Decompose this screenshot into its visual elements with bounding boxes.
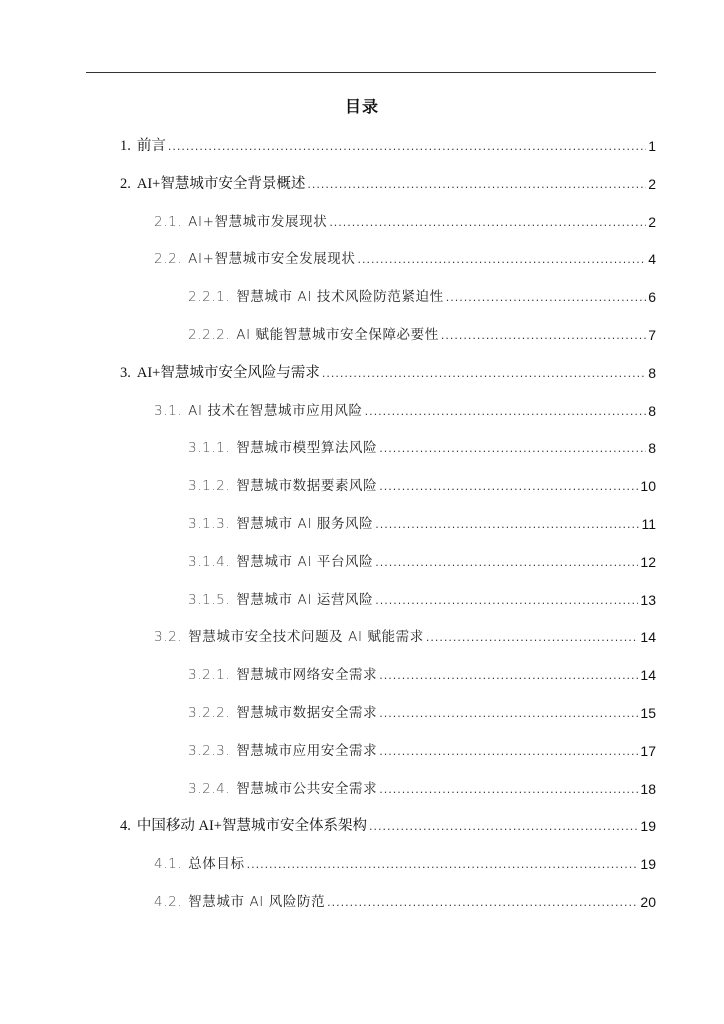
toc-entry[interactable] (154, 624, 656, 646)
toc-entry-page: 17 (640, 742, 656, 759)
toc-entry-page: 20 (640, 894, 656, 910)
dot-leader (369, 821, 638, 832)
toc-entry[interactable] (188, 284, 656, 306)
toc-entry-text: AI 赋能智慧城市安全保障必要性 (236, 327, 439, 343)
toc-entry-page: 15 (640, 705, 656, 721)
toc-entry-text: AI+智慧城市发展现状 (188, 213, 328, 230)
toc-entry-page: 13 (640, 591, 656, 608)
toc-entry-number: 2.2. (154, 251, 183, 268)
toc-entry-page: 1 (648, 138, 656, 154)
toc-entry-page: 6 (648, 289, 656, 306)
toc-entry-label (154, 893, 325, 911)
dot-leader (379, 670, 638, 681)
toc-entry-text: 中国移动 AI+智慧城市安全体系架构 (136, 818, 367, 835)
dot-leader (375, 557, 638, 568)
toc-entry[interactable] (120, 171, 656, 193)
toc-entry[interactable] (188, 511, 656, 533)
toc-entry-number: 3.1.4. (188, 553, 231, 570)
dot-leader (168, 141, 646, 152)
toc-entry-number: 3.2.3. (188, 742, 231, 759)
dot-leader (358, 254, 647, 265)
toc-entry-page: 8 (648, 402, 656, 419)
toc-entry-number: 2. (120, 175, 131, 192)
toc-entry-page: 19 (640, 856, 656, 873)
toc-entry-label (188, 326, 439, 344)
toc-entry-number: 3.1.2. (188, 478, 231, 495)
toc-entry-text: 智慧城市数据要素风险 (236, 478, 378, 495)
toc-entry-text: 智慧城市模型算法风险 (236, 440, 378, 457)
toc-entry[interactable] (188, 662, 656, 684)
toc-entry-number: 3.1.3. (188, 516, 231, 532)
toc-entry-label (188, 591, 373, 609)
dot-leader (441, 330, 646, 341)
toc-entry[interactable] (188, 738, 656, 760)
toc-entry-number: 4.1. (154, 856, 183, 873)
toc-entry-label (154, 855, 245, 873)
dot-leader (307, 179, 646, 190)
dot-leader (322, 368, 646, 379)
toc-entry[interactable] (188, 473, 656, 495)
toc-entry-page: 11 (641, 516, 656, 532)
toc-entry-text: 智慧城市安全技术问题及 AI 赋能需求 (188, 629, 424, 646)
toc-entry-number: 3. (120, 364, 131, 381)
toc-entry-number: 2.1. (154, 213, 183, 230)
toc-entry-page: 12 (640, 553, 656, 570)
toc-entry-page: 18 (640, 780, 656, 797)
toc-entry[interactable] (120, 360, 656, 382)
dot-leader (446, 292, 646, 303)
dot-leader (379, 784, 638, 795)
toc-entry-page: 4 (648, 251, 656, 268)
toc-entry-label (188, 553, 373, 571)
toc-entry-text: 前言 (136, 138, 166, 154)
toc-entry-label (154, 213, 327, 231)
dot-leader (375, 519, 639, 530)
toc-entry-label (154, 250, 356, 268)
toc-entry-label (188, 780, 377, 798)
toc-entry-label (188, 666, 377, 684)
toc-entry-label (154, 402, 363, 420)
toc-entry-page: 14 (640, 667, 656, 684)
toc-entry[interactable] (120, 813, 656, 835)
toc-entry-text: 智慧城市应用安全需求 (236, 742, 378, 759)
toc-entry-label (188, 704, 377, 722)
toc-entry-page: 19 (640, 818, 656, 835)
toc-entry[interactable] (188, 587, 656, 609)
toc-entry-text: 智慧城市 AI 服务风险 (236, 516, 374, 532)
dot-leader (379, 481, 638, 492)
toc-entry-number: 3.2. (154, 629, 183, 646)
toc-entry-label (188, 439, 377, 457)
toc-entry[interactable] (188, 322, 656, 344)
dot-leader (365, 406, 647, 417)
toc-entry-number: 2.2.1. (188, 289, 231, 306)
toc-entry-text: 智慧城市网络安全需求 (236, 667, 378, 684)
toc-entry-number: 1. (120, 138, 131, 154)
toc-entry[interactable] (154, 209, 656, 231)
toc-entry-number: 3.2.4. (188, 780, 231, 797)
toc-entry[interactable] (154, 246, 656, 268)
toc-entry-text: 智慧城市 AI 平台风险 (236, 553, 374, 570)
toc-entry-label (188, 288, 444, 306)
toc-entry-label (188, 742, 377, 760)
dot-leader (379, 708, 638, 719)
toc-entry-text: 智慧城市 AI 运营风险 (236, 591, 374, 608)
toc-entry-number: 3.1. (154, 402, 183, 419)
toc-entry-page: 2 (648, 175, 656, 192)
dot-leader (426, 632, 639, 643)
toc-entry-page: 10 (640, 478, 656, 495)
toc-entry-number: 3.2.1. (188, 667, 231, 684)
toc-entry[interactable] (120, 133, 656, 155)
toc-entry-label (120, 137, 166, 155)
toc-entry-text: AI+智慧城市安全风险与需求 (136, 364, 320, 381)
dot-leader (329, 217, 646, 228)
dot-leader (379, 746, 638, 757)
toc-entry[interactable] (188, 549, 656, 571)
dot-leader (327, 897, 638, 908)
toc-entry[interactable] (154, 851, 656, 873)
dot-leader (375, 595, 638, 606)
toc-entry-text: 智慧城市 AI 技术风险防范紧迫性 (236, 289, 444, 306)
toc-entry-text: AI+智慧城市安全发展现状 (188, 251, 356, 268)
toc-entry-label (188, 515, 373, 533)
toc-entry-label (188, 477, 377, 495)
toc-entry-number: 3.1.5. (188, 591, 231, 608)
toc-entry[interactable] (154, 889, 656, 911)
toc-entry-label (120, 175, 305, 193)
toc-entry-text: AI 技术在智慧城市应用风险 (188, 402, 363, 419)
toc-entry-text: 智慧城市数据安全需求 (236, 705, 378, 721)
toc-entry-text: AI+智慧城市安全背景概述 (136, 175, 306, 192)
toc-entry[interactable] (154, 398, 656, 420)
toc-entry-text: 总体目标 (188, 856, 245, 873)
toc-entry[interactable] (188, 435, 656, 457)
toc-entry-label (154, 628, 424, 646)
toc-entry-page: 14 (640, 629, 656, 646)
toc-entry-label (120, 817, 367, 835)
toc-entry-number: 2.2.2. (188, 327, 231, 343)
toc-entry-page: 7 (648, 327, 656, 343)
toc-entry-label (120, 364, 320, 382)
toc-entry-number: 4. (120, 818, 131, 835)
toc-entry-text: 智慧城市公共安全需求 (236, 780, 378, 797)
toc-entry-text: 智慧城市 AI 风险防范 (188, 894, 326, 910)
toc-entry-number: 3.1.1. (188, 440, 231, 457)
toc-entry-page: 2 (648, 213, 656, 230)
toc-entry-page: 8 (648, 364, 656, 381)
dot-leader (247, 859, 639, 870)
toc-entry-page: 8 (648, 440, 656, 457)
toc-entry[interactable] (188, 776, 656, 798)
toc-title: 目录 (344, 97, 379, 116)
dot-leader (379, 443, 646, 454)
toc-entry[interactable] (188, 700, 656, 722)
toc-entry-number: 3.2.2. (188, 705, 231, 721)
toc-entry-number: 4.2. (154, 894, 183, 910)
